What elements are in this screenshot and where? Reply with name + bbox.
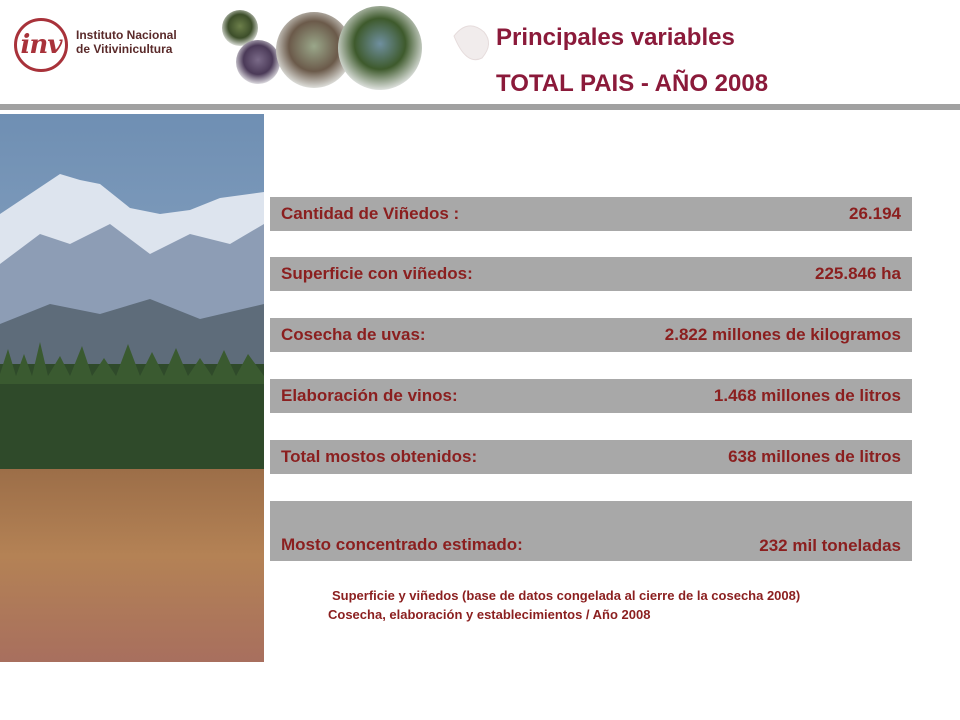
photo-harvest [338,6,422,90]
page-title [496,24,768,98]
vineyard-field [0,469,264,662]
source-notes [328,586,800,624]
photo-vineyard-worker [222,10,258,46]
header-divider [0,104,960,110]
title-line-1: Principales variables [496,24,735,51]
row-value: 1.468 millones de litros [713,386,901,405]
logo-emblem [14,18,68,72]
row-value: 26.194 [849,204,901,223]
logo-abbrev: inv [20,30,62,60]
row-label: Cantidad de Viñedos : [281,204,460,223]
photo-grapes [236,40,280,84]
logo-text [76,28,177,56]
row-wine-production [270,379,912,413]
row-label: Elaboración de vinos: [281,386,458,405]
title-line-2: TOTAL PAIS - AÑO 2008 [496,70,769,97]
row-value: 232 mil toneladas [759,536,901,555]
logo-line-1: Instituto Nacional [76,28,177,42]
header-photo-collage [216,6,506,102]
institute-logo [14,18,194,74]
row-label: Total mostos obtenidos: [281,447,478,466]
row-value: 225.846 ha [814,264,901,283]
row-vineyard-area [270,257,912,291]
row-label: Superficie con viñedos: [281,264,473,283]
mountain-vineyard-photo [0,114,264,662]
row-concentrated-must [270,501,912,561]
logo-line-2: de Vitivinicultura [76,42,173,56]
note-line-2: Cosecha, elaboración y establecimientos / Año 2008 [328,607,651,622]
row-label: Cosecha de uvas: [281,325,426,344]
row-label: Mosto concentrado estimado: [281,535,523,554]
row-value: 638 millones de litros [728,447,901,466]
row-vineyard-count [270,197,912,231]
row-total-musts [270,440,912,474]
row-grape-harvest [270,318,912,352]
row-value: 2.822 millones de kilogramos [664,325,901,344]
note-line-1: Superficie y viñedos (base de datos congelada al cierre de la cosecha 2008) [332,588,801,603]
